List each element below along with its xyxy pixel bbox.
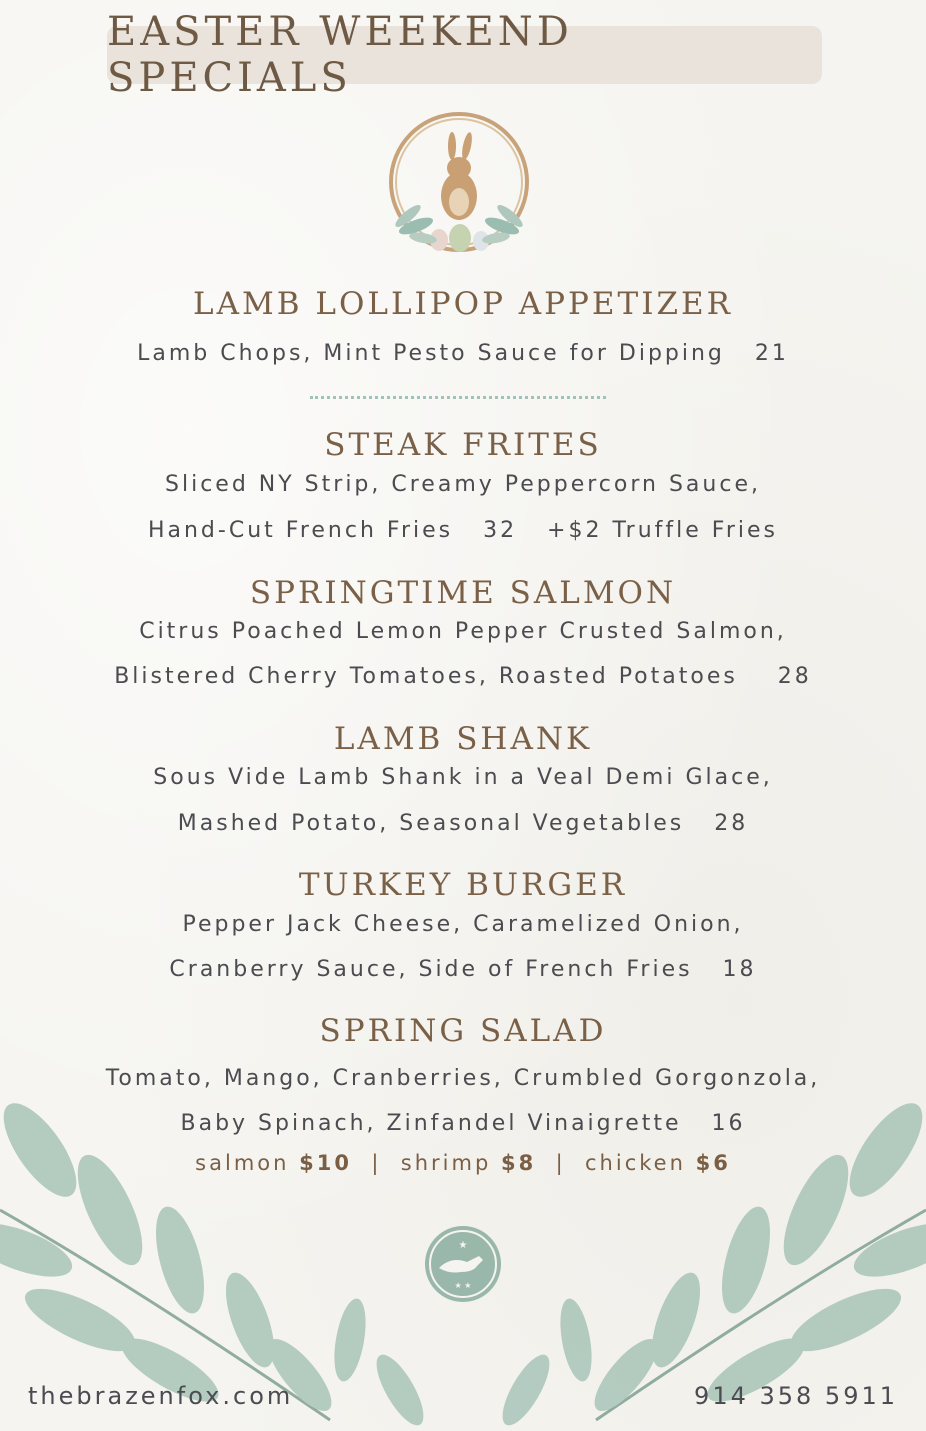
dish-description: Pepper Jack Cheese, Caramelized Onion, (182, 912, 744, 937)
addon-separator: | (371, 1151, 382, 1175)
dish-description: Baby Spinach, Zinfandel Vinaigrette 16 (180, 1111, 746, 1136)
dish-name: SPRING SALAD (319, 1013, 607, 1049)
dish-description: Blistered Cherry Tomatoes, Roasted Potatoes 28 (114, 664, 812, 689)
section-divider (310, 396, 606, 399)
svg-text:★: ★ (458, 1240, 468, 1251)
dish-name: STEAK FRITES (324, 427, 602, 463)
bunny-wreath-icon (378, 108, 540, 268)
addon-separator: | (555, 1151, 566, 1175)
dish-name: LAMB SHANK (333, 721, 593, 757)
fox-logo-icon (421, 1222, 505, 1306)
website-link[interactable]: thebrazenfox.com (28, 1382, 294, 1410)
dish-description: Citrus Poached Lemon Pepper Crusted Salmon, (139, 619, 787, 644)
addon-label: chicken (585, 1151, 686, 1175)
addon-price: $10 (299, 1151, 352, 1175)
page-title: EASTER WEEKEND SPECIALS (107, 9, 573, 101)
dish-description: Tomato, Mango, Cranberries, Crumbled Gorgonzola, (105, 1066, 821, 1091)
dish-description: Hand-Cut French Fries 32 +$2 Truffle Fries (147, 518, 779, 543)
addon-label: shrimp (400, 1151, 492, 1175)
dish-description: Sous Vide Lamb Shank in a Veal Demi Glace, (153, 765, 773, 790)
dish-description: Lamb Chops, Mint Pesto Sauce for Dipping 21 (137, 341, 789, 366)
salad-addons (0, 1151, 926, 1175)
dish-description: Cranberry Sauce, Side of French Fries 18 (169, 957, 757, 982)
svg-text:★ ★: ★ ★ (454, 1281, 472, 1290)
dish-name: LAMB LOLLIPOP APPETIZER (193, 286, 733, 322)
addon-price: $8 (500, 1151, 537, 1175)
dish-name: TURKEY BURGER (298, 867, 628, 903)
dish-description: Sliced NY Strip, Creamy Peppercorn Sauce, (165, 472, 761, 497)
addon-label: salmon (195, 1151, 290, 1175)
dish-description: Mashed Potato, Seasonal Vegetables 28 (177, 811, 749, 836)
phone-number: 914 358 5911 (694, 1382, 898, 1410)
addon-price: $6 (695, 1151, 731, 1175)
dish-name: SPRINGTIME SALMON (249, 575, 677, 611)
